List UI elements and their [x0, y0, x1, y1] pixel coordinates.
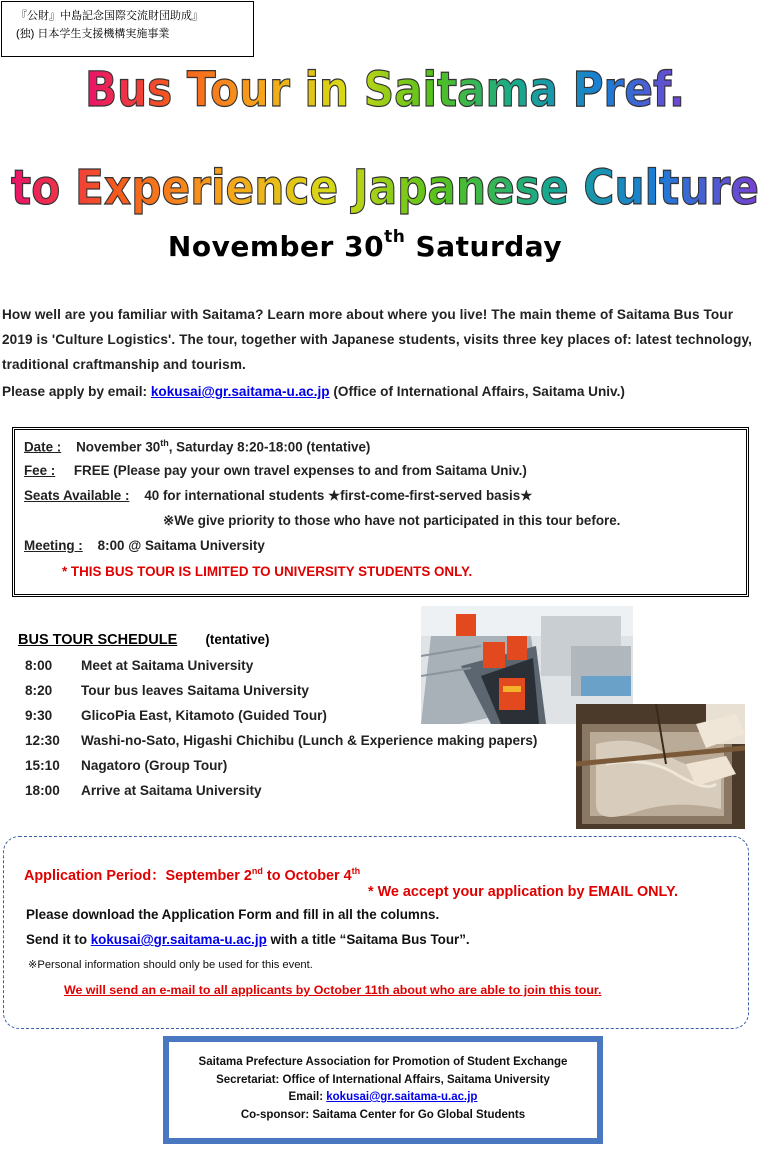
send-prefix: Send it to — [26, 932, 91, 947]
download-instruction: Please download the Application Form and fill in all the columns. — [26, 907, 440, 922]
title-line-2: to Experience Japanese Culture — [11, 160, 759, 216]
sponsor-box — [1, 1, 254, 57]
date-row — [24, 438, 370, 454]
period-start: Application Period：September 2 — [24, 868, 252, 884]
footer-line-4: Co-sponsor: Saitama Center for Go Global Students — [240, 1108, 526, 1121]
schedule-time: 18:00 — [25, 783, 60, 798]
apply-suffix: (Office of International Affairs, Saitama Univ.) — [329, 384, 625, 399]
schedule-time: 8:20 — [25, 683, 53, 698]
apply-line — [2, 384, 625, 399]
email-only-note: * We accept your application by EMAIL ONLY. — [368, 884, 679, 900]
fee-row — [24, 463, 527, 478]
meeting-label: Meeting : — [24, 538, 83, 553]
date-heading — [0, 227, 730, 263]
schedule-event: Arrive at Saitama University — [81, 783, 262, 798]
application-period — [24, 864, 360, 885]
footer-email-link[interactable]: kokusai@gr.saitama-u.ac.jp — [326, 1091, 478, 1103]
footer-line-1: Saitama Prefecture Association for Promotion of Student Exchange — [198, 1056, 568, 1068]
date-value: November 30 — [76, 439, 161, 455]
send-instruction — [26, 932, 470, 947]
schedule-tentative: (tentative) — [205, 632, 270, 647]
meeting-row — [24, 538, 265, 553]
seats-value: 40 for international students ★first-come-first-served basis★ — [144, 488, 533, 503]
schedule-item — [25, 783, 262, 798]
seats-label: Seats Available : — [24, 488, 130, 503]
schedule-item — [25, 758, 227, 773]
sponsor-line-1: 『公財』中島記念国際交流財団助成』 — [16, 10, 203, 22]
date-heading-prefix: November 30 — [167, 230, 385, 263]
fee-label: Fee : — [24, 463, 56, 478]
meeting-value: 8:00 @ Saitama University — [97, 538, 265, 553]
footer-line-2: Secretariat: Office of International Affairs, Saitama University — [216, 1073, 550, 1086]
period-sup-2: th — [351, 866, 361, 877]
footer-email-label: Email: — [288, 1091, 327, 1103]
period-end: to October 4 — [262, 868, 352, 884]
schedule-time: 9:30 — [25, 708, 53, 723]
sponsor-line-2: (独) 日本学生支援機構実施事業 — [16, 28, 170, 40]
schedule-event: GlicoPia East, Kitamoto (Guided Tour) — [81, 708, 327, 723]
date-heading-suffix: Saturday — [405, 230, 563, 263]
page-title — [0, 52, 771, 227]
notice-line: We will send an e-mail to all applicants by October 11th about who are able to join this tour. — [64, 983, 602, 997]
schedule-event: Nagatoro (Group Tour) — [81, 758, 228, 773]
intro-paragraph: How well are you familiar with Saitama? Learn more about where you live! The main theme of Saitama Bus Tour 2019 is 'Culture Logistics'. The tour, together with Japanese students, visits three key places of: latest technology, traditional craftmanship and tourism. — [2, 307, 753, 372]
seats-row — [24, 488, 532, 504]
schedule-time: 8:00 — [25, 658, 53, 673]
title-line-1: Bus Tour in Saitama Pref. — [85, 62, 685, 118]
schedule-event: Tour bus leaves Saitama University — [81, 683, 309, 698]
privacy-note: ※Personal information should only be used for this event. — [28, 959, 313, 971]
date-value-sup: th — [160, 438, 169, 448]
schedule-time: 15:10 — [25, 758, 60, 773]
schedule-item — [25, 683, 309, 698]
schedule-event: Meet at Saitama University — [81, 658, 254, 673]
schedule-event: Washi-no-Sato, Higashi Chichibu (Lunch & Experience making papers) — [81, 733, 538, 748]
date-value-rest: , Saturday 8:20-18:00 (tentative) — [168, 439, 371, 455]
footer-email-row — [169, 1089, 597, 1107]
schedule-title-label: BUS TOUR SCHEDULE — [18, 632, 178, 648]
application-box — [3, 836, 749, 1029]
info-box — [12, 427, 749, 597]
period-sup-1: nd — [251, 866, 263, 877]
priority-note: ※We give priority to those who have not participated in this tour before. — [163, 513, 621, 528]
schedule-item — [25, 658, 253, 673]
send-email-link[interactable]: kokusai@gr.saitama-u.ac.jp — [90, 932, 267, 947]
apply-prefix: Please apply by email: — [2, 384, 151, 399]
schedule-title — [18, 632, 269, 648]
schedule-item — [25, 733, 537, 748]
washi-paper-photo — [576, 704, 745, 829]
schedule-item — [25, 708, 327, 723]
send-suffix: with a title “Saitama Bus Tour”. — [266, 932, 470, 947]
date-label: Date : — [24, 439, 62, 455]
schedule-time: 12:30 — [25, 733, 60, 748]
footer-box — [163, 1036, 603, 1144]
fee-value: FREE (Please pay your own travel expenses to and from Saitama Univ.) — [73, 463, 527, 478]
apply-email-link[interactable]: kokusai@gr.saitama-u.ac.jp — [150, 384, 330, 399]
date-heading-sup: th — [384, 227, 406, 247]
limit-note: * THIS BUS TOUR IS LIMITED TO UNIVERSITY STUDENTS ONLY. — [62, 564, 473, 579]
